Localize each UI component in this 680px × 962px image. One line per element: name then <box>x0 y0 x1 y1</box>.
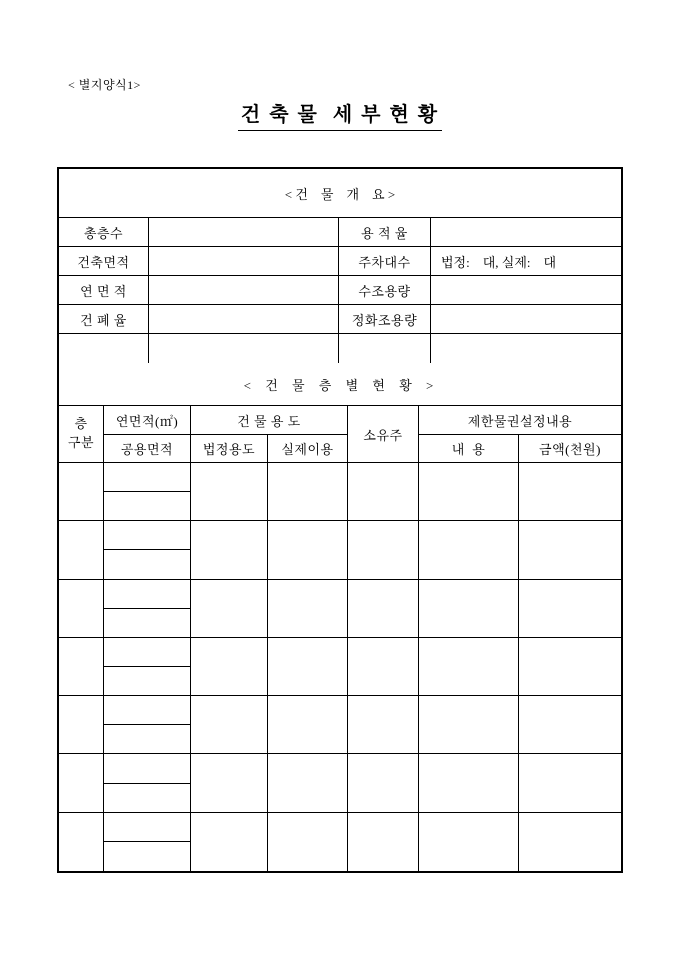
floor-cell <box>59 813 104 871</box>
rights-content-cell <box>419 696 519 754</box>
actual-usage-cell <box>268 754 348 812</box>
rights-amount-header: 금액(천원) <box>519 435 621 463</box>
overview-value-cell <box>431 334 621 363</box>
legal-usage-header: 법정용도 <box>191 435 268 463</box>
legal-usage-cell <box>191 696 268 754</box>
actual-usage-header: 실제이용 <box>268 435 348 463</box>
area-top-cell <box>104 754 191 783</box>
owner-cell <box>348 638 419 696</box>
area-bottom-cell <box>104 667 191 696</box>
overview-value-cell <box>431 218 621 247</box>
actual-usage-cell <box>268 638 348 696</box>
actual-usage-cell <box>268 580 348 638</box>
owner-cell <box>348 521 419 579</box>
actual-usage-cell <box>268 813 348 871</box>
rights-amount-cell <box>519 638 621 696</box>
form-annex-note: < 별지양식1> <box>68 78 141 92</box>
rights-header: 제한물권설정내용 <box>419 406 621 435</box>
rights-content-cell <box>419 580 519 638</box>
overview-value-cell <box>149 276 339 305</box>
overview-value-cell <box>149 305 339 334</box>
actual-usage-cell <box>268 696 348 754</box>
rights-content-cell <box>419 813 519 871</box>
area-top-cell <box>104 813 191 842</box>
rights-content-cell <box>419 521 519 579</box>
overview-section-title: < 건 물 개 요 > <box>59 169 621 218</box>
actual-usage-cell <box>268 463 348 521</box>
overview-label-cell <box>339 334 431 363</box>
overview-value-cell <box>431 305 621 334</box>
rights-content-cell <box>419 638 519 696</box>
overview-label-cell: 연 면 적 <box>59 276 149 305</box>
owner-cell <box>348 463 419 521</box>
rights-amount-cell <box>519 813 621 871</box>
area-bottom-cell <box>104 609 191 638</box>
owner-header: 소유주 <box>348 406 419 463</box>
usage-header: 건 물 용 도 <box>191 406 348 435</box>
rights-content-cell <box>419 754 519 812</box>
area-bottom-cell <box>104 550 191 579</box>
floor-cell <box>59 580 104 638</box>
area-bottom-cell <box>104 842 191 871</box>
rights-amount-cell <box>519 696 621 754</box>
rights-amount-cell <box>519 521 621 579</box>
area-bottom-cell <box>104 784 191 813</box>
overview-value-cell <box>149 218 339 247</box>
owner-cell <box>348 813 419 871</box>
area-bottom-cell <box>104 492 191 521</box>
rights-content-header: 내 용 <box>419 435 519 463</box>
legal-usage-cell <box>191 521 268 579</box>
form-table <box>57 167 623 873</box>
area-top-cell <box>104 521 191 550</box>
overview-label-cell: 수조용량 <box>339 276 431 305</box>
legal-usage-cell <box>191 580 268 638</box>
area-top-cell <box>104 580 191 609</box>
area-top-cell <box>104 696 191 725</box>
floor-section-title: < 건 물 층 별 현 황 > <box>59 363 621 406</box>
floor-column-header <box>59 406 104 463</box>
floor-grid <box>59 406 621 871</box>
rights-amount-cell <box>519 463 621 521</box>
page-title: 건 축 물 세 부 현 황 <box>238 98 442 131</box>
floor-cell <box>59 754 104 812</box>
legal-usage-cell <box>191 638 268 696</box>
actual-usage-cell <box>268 521 348 579</box>
overview-label-cell: 정화조용량 <box>339 305 431 334</box>
floor-header-line1: 층 <box>74 416 88 432</box>
area-header: 연면적(㎡) <box>104 406 191 435</box>
area-top-cell <box>104 463 191 492</box>
overview-value-cell <box>431 276 621 305</box>
area-top-cell <box>104 638 191 667</box>
overview-grid <box>59 218 621 363</box>
overview-label-cell: 건 폐 율 <box>59 305 149 334</box>
legal-usage-cell <box>191 754 268 812</box>
rights-content-cell <box>419 463 519 521</box>
overview-label-cell: 주차대수 <box>339 247 431 276</box>
floor-cell <box>59 696 104 754</box>
floor-header-line2: 구분 <box>67 435 95 450</box>
owner-cell <box>348 696 419 754</box>
shared-area-header: 공용면적 <box>104 435 191 463</box>
overview-value-cell <box>149 247 339 276</box>
overview-label-cell <box>59 334 149 363</box>
title-container <box>0 98 680 131</box>
overview-value-cell <box>149 334 339 363</box>
area-bottom-cell <box>104 725 191 754</box>
overview-label-cell: 용 적 율 <box>339 218 431 247</box>
floor-cell <box>59 638 104 696</box>
rights-amount-cell <box>519 754 621 812</box>
legal-usage-cell <box>191 813 268 871</box>
overview-label-cell: 총층수 <box>59 218 149 247</box>
overview-value-cell: 법정: 대, 실제: 대 <box>431 247 621 276</box>
floor-cell <box>59 521 104 579</box>
legal-usage-cell <box>191 463 268 521</box>
owner-cell <box>348 754 419 812</box>
floor-cell <box>59 463 104 521</box>
owner-cell <box>348 580 419 638</box>
overview-label-cell: 건축면적 <box>59 247 149 276</box>
rights-amount-cell <box>519 580 621 638</box>
